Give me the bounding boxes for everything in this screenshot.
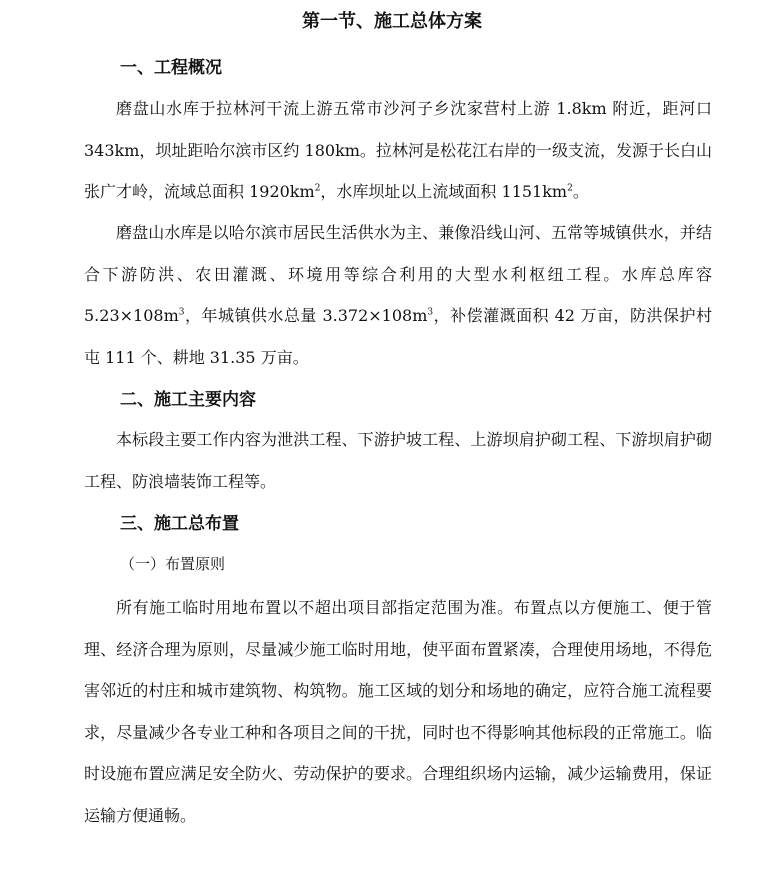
superscript: 3	[427, 307, 434, 318]
section-heading-content: 二、施工主要内容	[120, 390, 256, 410]
paragraph-content: 本标段主要工作内容为泄洪工程、下游护坡工程、上游坝肩护砌工程、下游坝肩护砌工程、防浪墙装饰工程等。	[84, 430, 712, 491]
text-run: 磨盘山水库于拉林河干流上游五常市沙河子乡沈家营村上游 1.8km 附近，距河口 343km，坝址距哈尔滨市区约 180km。拉林河是松花江右岸的一级支流，发源于长白山张广才岭，流域总面积 1920km	[84, 99, 712, 202]
superscript: 2	[567, 183, 573, 194]
section-heading-overview: 一、工程概况	[120, 58, 222, 78]
text-run: 磨盘山水库是以哈尔滨市居民生活供水为主、兼像沿线山河、五常等城镇供水，并结合下游防洪、农田灌溉、环境用等综合利用的大型水利枢纽工程。水库总库容 5.23×108m	[84, 223, 712, 326]
text-run: ，补偿灌溉面积 42 万亩，防洪保护村屯 111 个、耕地 31.35 万亩。	[84, 306, 712, 367]
text-run: 。	[572, 182, 589, 202]
paragraph-overview-purpose	[84, 212, 712, 378]
text-run: ，水库坝址以上流域面积 1151km	[320, 182, 568, 202]
text-run: ，年城镇供水总量 3.372×108m	[184, 306, 428, 326]
paragraph-overview-location	[84, 88, 712, 213]
section-heading-layout: 三、施工总布置	[120, 514, 239, 534]
subheading-principles: （一）布置原则	[120, 555, 226, 573]
paragraph-principles: 所有施工临时用地布置以不超出项目部指定范围为准。布置点以方便施工、便于管理、经济合理为原则，尽量减少施工临时用地，使平面布置紧凑，合理使用场地，不得危害邻近的村庄和城市建筑物、构筑物。施工区域的划分和场地的确定，应符合施工流程要求，尽量减少各专业工种和各项目之间的干扰，同时也不得影响其他标段的正常施工。临时设施布置应满足安全防火、劳动保护的要求。合理组织场内运输，减少运输费用，保证运输方便通畅。	[84, 598, 712, 825]
page-title: 第一节、施工总体方案	[302, 11, 482, 32]
superscript: 2	[314, 183, 321, 194]
superscript: 3	[178, 307, 185, 318]
